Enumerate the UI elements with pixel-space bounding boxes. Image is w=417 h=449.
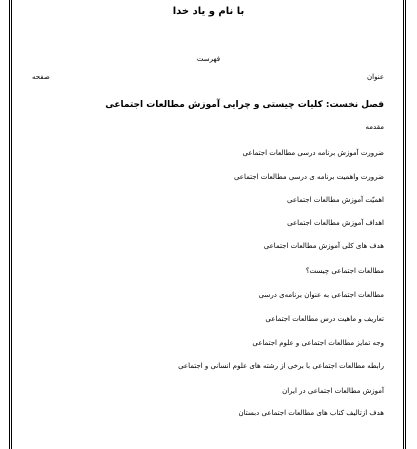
page-title: با نام و یاد خدا <box>172 6 245 17</box>
toc-entry: مقدمه <box>365 123 384 131</box>
toc-entry: مطالعات اجتماعی به عنوان برنامه‌ی درسی <box>258 291 384 299</box>
column-title-heading: عنوان <box>367 73 384 81</box>
toc-entry: اهداف آموزش مطالعات اجتماعی <box>287 219 384 227</box>
column-page-heading: صفحه <box>32 73 50 81</box>
toc-entry: ضرورت آموزش برنامه درسی مطالعات اجتماعی <box>242 149 384 157</box>
toc-entry: هدف ازتالیف کتاب های مطالعات اجتماعی دبستان <box>238 409 384 417</box>
chapter-heading: فصل نخست: کلیات چیستی و چرایی آموزش مطالعات اجتماعی <box>105 100 384 110</box>
toc-entry: مطالعات اجتماعی چیست؟ <box>305 267 384 275</box>
toc-heading: فهرست <box>196 55 221 63</box>
toc-entry: وجه تمایز مطالعات اجتماعی و علوم اجتماعی <box>252 339 384 347</box>
toc-entry: هدف های کلی آموزش مطالعات اجتماعی <box>263 242 384 250</box>
toc-entry: ضرورت واهمیت برنامه ی درسی مطالعات اجتماعی <box>233 173 384 181</box>
toc-entry: آموزش مطالعات اجتماعی در ایران <box>282 387 384 395</box>
toc-entry: تعاریف و ماهیت درس مطالعات اجتماعی <box>265 315 384 323</box>
toc-entry: اهمیّت آموزش مطالعات اجتماعی <box>286 196 384 204</box>
toc-entry: رابطه مطالعات اجتماعی با برخی از رشته های علوم انسانی و اجتماعی <box>178 362 384 370</box>
